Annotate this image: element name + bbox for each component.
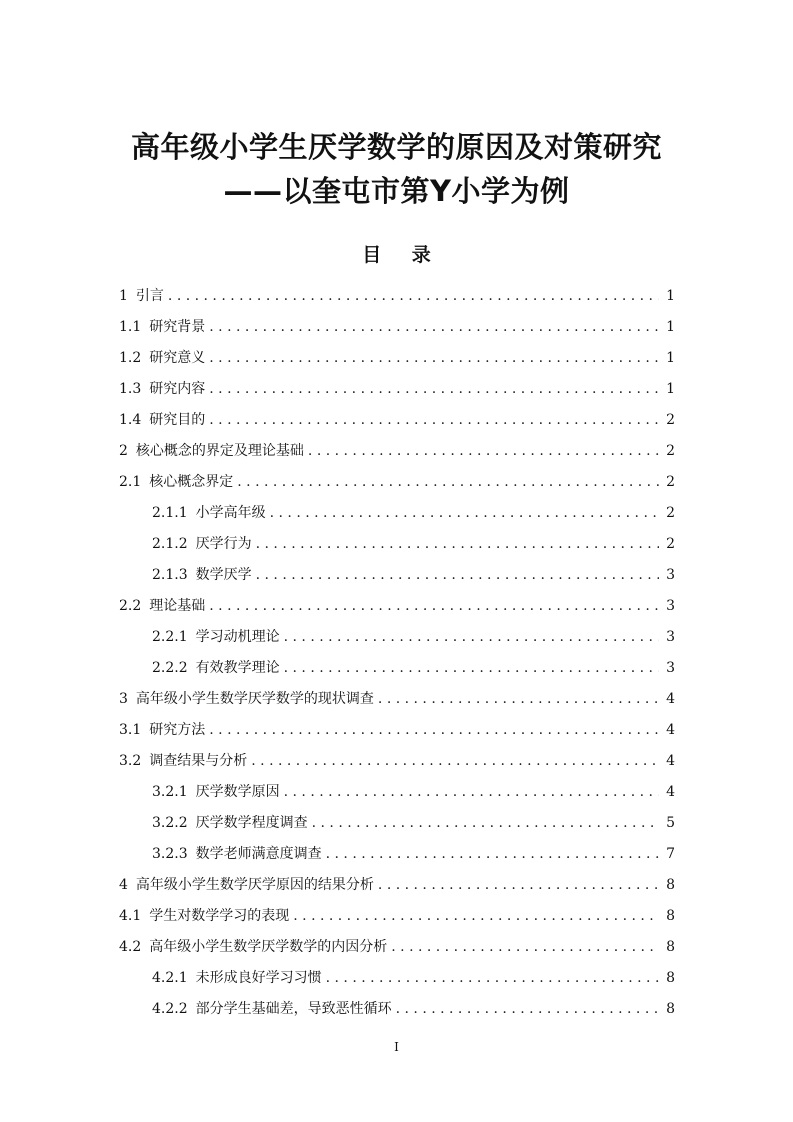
toc-entry-number: 1.4 — [119, 412, 142, 428]
toc-entry-page: 1 — [666, 381, 675, 397]
toc-entry-page: 8 — [666, 970, 675, 986]
toc-entry-page: 3 — [666, 567, 675, 583]
toc-leader-dots — [308, 443, 659, 459]
title-line-1: 高年级小学生厌学数学的原因及对策研究 — [130, 130, 662, 164]
toc-leader-dots — [251, 753, 659, 769]
toc-leader-dots — [270, 505, 659, 521]
toc-entry-page: 8 — [666, 1001, 675, 1017]
toc-entry-number: 2.2.1 — [152, 629, 188, 645]
toc-entry-number: 3.2.1 — [152, 784, 188, 800]
toc-entry-number: 2 — [119, 443, 128, 459]
toc-entry-number: 1 — [119, 288, 128, 304]
toc-entry[interactable] — [119, 496, 675, 527]
toc-entry-page: 4 — [666, 784, 675, 800]
toc-entry-label: 研究目的 — [149, 412, 206, 428]
toc-leader-dots — [378, 877, 659, 893]
toc-leader-dots — [293, 908, 659, 924]
toc-entry-number: 2.1.3 — [152, 567, 188, 583]
toc-leader-dots — [237, 474, 659, 490]
toc-entry-number: 3.2.2 — [152, 815, 188, 831]
toc-entry-page: 8 — [666, 908, 675, 924]
toc-entry[interactable] — [119, 682, 675, 713]
toc-entry-number: 2.1.1 — [152, 505, 188, 521]
toc-leader-dots — [326, 846, 659, 862]
toc-entry-label: 研究内容 — [149, 381, 206, 397]
toc-entry-number: 4.2.1 — [152, 970, 188, 986]
toc-entry-page: 8 — [666, 877, 675, 893]
toc-entry-label: 研究意义 — [149, 350, 206, 366]
toc-leader-dots — [209, 412, 659, 428]
toc-entry-label: 引言 — [135, 288, 164, 304]
toc-leader-dots — [209, 598, 659, 614]
toc-entry-number: 4.2.2 — [152, 1001, 188, 1017]
toc-entry-number: 2.2 — [119, 598, 142, 614]
toc-leader-dots — [209, 350, 659, 366]
toc-entry-page: 1 — [666, 288, 675, 304]
toc-entry-page: 4 — [666, 722, 675, 738]
toc-entry[interactable] — [119, 558, 675, 589]
toc-entry-label: 厌学数学原因 — [195, 784, 280, 800]
toc-leader-dots — [391, 939, 659, 955]
toc-entry[interactable] — [119, 620, 675, 651]
toc-entry-label: 高年级小学生数学厌学数学的现状调查 — [135, 691, 374, 707]
toc-leader-dots — [326, 970, 659, 986]
table-of-contents — [119, 279, 675, 1023]
toc-entry-page: 2 — [666, 443, 675, 459]
toc-entry[interactable] — [119, 310, 675, 341]
toc-leader-dots — [209, 319, 659, 335]
toc-leader-dots — [256, 567, 659, 583]
toc-leader-dots — [312, 815, 659, 831]
toc-entry[interactable] — [119, 465, 675, 496]
toc-entry-label: 研究背景 — [149, 319, 206, 335]
title-line-2: ——以奎屯市第Y小学为例 — [223, 174, 570, 208]
toc-entry[interactable] — [119, 961, 675, 992]
toc-entry-label: 学生对数学学习的表现 — [149, 908, 290, 924]
toc-entry-page: 8 — [666, 939, 675, 955]
toc-entry-page: 1 — [666, 350, 675, 366]
toc-entry-page: 1 — [666, 319, 675, 335]
toc-entry[interactable] — [119, 713, 675, 744]
toc-entry-page: 2 — [666, 505, 675, 521]
toc-heading: 目 录 — [362, 244, 443, 266]
toc-entry-label: 未形成良好学习习惯 — [195, 970, 322, 986]
toc-entry-page: 5 — [666, 815, 675, 831]
toc-entry[interactable] — [119, 527, 675, 558]
toc-entry-label: 有效教学理论 — [195, 660, 280, 676]
toc-leader-dots — [284, 784, 659, 800]
toc-entry-label: 部分学生基础差，导致恶性循环 — [195, 1001, 392, 1017]
toc-entry[interactable] — [119, 992, 675, 1023]
toc-entry[interactable] — [119, 279, 675, 310]
toc-entry[interactable] — [119, 341, 675, 372]
toc-entry-label: 调查结果与分析 — [149, 753, 248, 769]
toc-entry-page: 3 — [666, 660, 675, 676]
toc-entry-label: 高年级小学生数学厌学原因的结果分析 — [135, 877, 374, 893]
toc-entry-number: 4.1 — [119, 908, 142, 924]
toc-entry-number: 2.2.2 — [152, 660, 188, 676]
toc-entry-label: 厌学行为 — [195, 536, 252, 552]
toc-entry-page: 7 — [666, 846, 675, 862]
toc-entry-number: 2.1.2 — [152, 536, 188, 552]
toc-entry-label: 小学高年级 — [195, 505, 266, 521]
toc-leader-dots — [209, 722, 659, 738]
toc-entry-number: 3.2 — [119, 753, 142, 769]
toc-leader-dots — [209, 381, 659, 397]
toc-entry-page: 3 — [666, 629, 675, 645]
toc-leader-dots — [284, 629, 659, 645]
toc-entry[interactable] — [119, 744, 675, 775]
toc-entry-number: 4 — [119, 877, 128, 893]
toc-entry-page: 3 — [666, 598, 675, 614]
toc-entry-label: 数学厌学 — [195, 567, 252, 583]
toc-entry[interactable] — [119, 806, 675, 837]
toc-entry-label: 学习动机理论 — [195, 629, 280, 645]
toc-entry-label: 数学老师满意度调查 — [195, 846, 322, 862]
toc-entry-number: 3.2.3 — [152, 846, 188, 862]
toc-entry[interactable] — [119, 434, 675, 465]
toc-entry-number: 1.2 — [119, 350, 142, 366]
toc-entry[interactable] — [119, 899, 675, 930]
toc-entry[interactable] — [119, 775, 675, 806]
toc-entry-label: 高年级小学生数学厌学数学的内因分析 — [149, 939, 388, 955]
toc-entry-page: 2 — [666, 474, 675, 490]
toc-leader-dots — [378, 691, 659, 707]
toc-entry-page: 2 — [666, 536, 675, 552]
toc-leader-dots — [168, 288, 659, 304]
toc-entry-label: 厌学数学程度调查 — [195, 815, 308, 831]
toc-entry-label: 核心概念界定 — [149, 474, 234, 490]
toc-entry[interactable] — [119, 651, 675, 682]
toc-leader-dots — [256, 536, 659, 552]
toc-leader-dots — [284, 660, 659, 676]
page-number-footer: I — [394, 1040, 399, 1054]
toc-entry-number: 3 — [119, 691, 128, 707]
toc-entry[interactable] — [119, 837, 675, 868]
toc-entry[interactable] — [119, 930, 675, 961]
toc-entry-page: 2 — [666, 412, 675, 428]
toc-entry-page: 4 — [666, 753, 675, 769]
toc-entry[interactable] — [119, 372, 675, 403]
toc-entry-page: 4 — [666, 691, 675, 707]
toc-entry-number: 3.1 — [119, 722, 142, 738]
toc-entry-number: 1.3 — [119, 381, 142, 397]
toc-entry[interactable] — [119, 868, 675, 899]
toc-entry-label: 研究方法 — [149, 722, 206, 738]
toc-entry-number: 4.2 — [119, 939, 142, 955]
toc-entry-number: 1.1 — [119, 319, 142, 335]
toc-leader-dots — [396, 1001, 659, 1017]
toc-entry[interactable] — [119, 403, 675, 434]
toc-entry-number: 2.1 — [119, 474, 142, 490]
toc-entry-label: 理论基础 — [149, 598, 206, 614]
toc-entry-label: 核心概念的界定及理论基础 — [135, 443, 304, 459]
toc-entry[interactable] — [119, 589, 675, 620]
